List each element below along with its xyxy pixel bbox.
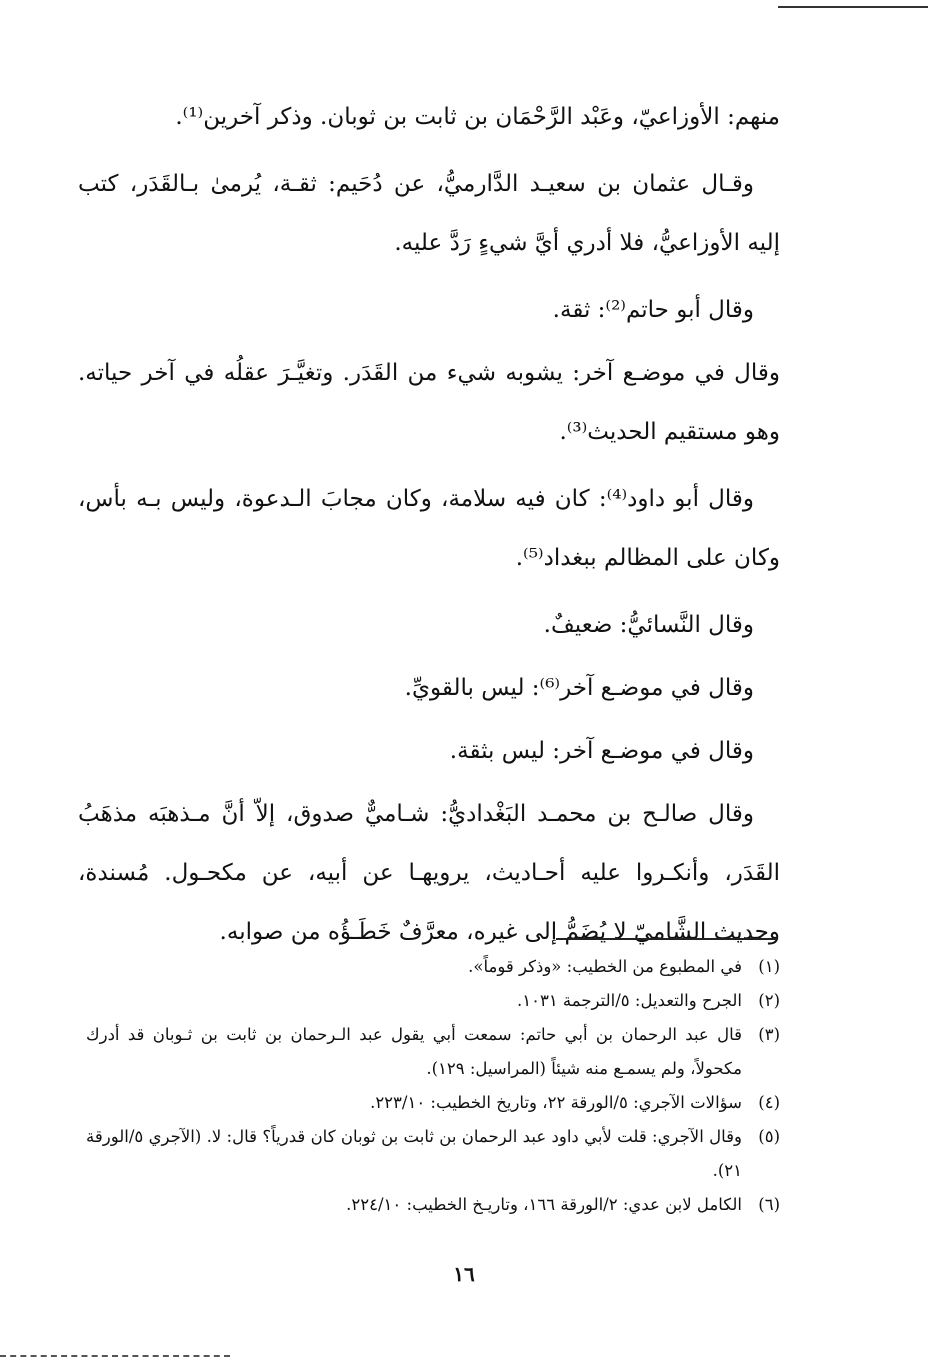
paragraph: وقال أبو حاتم⁽²⁾: ثقة. (552, 297, 754, 323)
paragraph: وقال في موضـع آخر⁽⁶⁾: ليس بالقويِّ. (404, 675, 754, 701)
footnote-number: (٢) (758, 991, 780, 1010)
footnote-text: الكامل لابن عدي: ٢/الورقة ١٦٦، وتاريـخ الخطيب: ٢٢٤/١٠. (346, 1195, 742, 1214)
footnote-number: (٦) (758, 1195, 780, 1214)
paragraph: وقال في موضـع آخر: يشوبه شيء من القَدَر. وتغيَّـرَ عقلُه في آخر حياته. وهو مستقيم الحديث⁽³⁾. (78, 360, 780, 445)
page-number: ١٦ (453, 1262, 475, 1286)
footnote (86, 1086, 780, 1120)
scan-edge-bottom (0, 1355, 230, 1357)
footnote-text: الجرح والتعديل: ٥/الترجمة ١٠٣١. (516, 991, 742, 1010)
scan-edge-top (778, 6, 928, 8)
paragraph: وقال في موضـع آخر: ليس بثقة. (449, 738, 754, 764)
footnote (86, 1188, 780, 1222)
paragraph: منهم: الأوزاعيّ، وعَبْد الرَّحْمَان بن ثابت بن ثوبان. وذكر آخرين⁽¹⁾. (175, 104, 780, 130)
footnote (86, 984, 780, 1018)
paragraph: وقال النَّسائيُّ: ضعيفٌ. (543, 612, 754, 638)
footnote-text: قال عبد الرحمان بن أبي حاتم: سمعت أبي يقول عبد الـرحمان بن ثابت بن ثـوبان قد أدرك مكحولاً، ولم يسمـع منه شيئاً (المراسيل: ١٢٩). (86, 1025, 742, 1078)
footnote (86, 950, 780, 984)
footnote-number: (٤) (758, 1093, 780, 1112)
footnote-text: في المطبوع من الخطيب: «وذكر قوماً». (468, 957, 742, 976)
footnote-text: سؤالات الآجري: ٥/الورقة ٢٢، وتاريخ الخطيب: ٢٢٣/١٠. (370, 1093, 742, 1112)
footnote-text: وقال الآجري: قلت لأبي داود عبد الرحمان بن ثابت بن ثوبان كان قدرياً؟ قال: لا. (الآجري ٥/الورقة ٢١). (86, 1127, 742, 1180)
footnote (86, 1018, 780, 1086)
footnotes-list (86, 950, 780, 1222)
footnote-number: (٣) (758, 1025, 780, 1044)
footnote-number: (١) (758, 957, 780, 976)
footnote-separator (556, 938, 778, 940)
main-text (78, 88, 780, 970)
footnote-number: (٥) (758, 1127, 780, 1146)
paragraph: وقـال عثمان بن سعيـد الدَّارميُّ، عن دُحَيم: ثقـة، يُرمىٰ بـالقَدَر، كتب إليه الأوزاعيُّ، فلا أدري أيَّ شيءٍ رَدَّ عليه. (78, 171, 780, 256)
paragraph: وقال أبو داود⁽⁴⁾: كان فيه سلامة، وكان مجابَ الـدعوة، وليس بـه بأس، وكان على المظالم ببغداد⁽⁵⁾. (78, 486, 780, 571)
paragraph: وقال صالـح بن محمـد البَغْداديُّ: شـاميٌّ صدوق، إلاّ أنَّ مـذهبَه مذهَبُ القَدَر، وأنكـروا عليه أحـاديث، يرويهـا عن أبيه، عن مكحـول. مُسندة، وحديث الشَّاميّ لا يُضَمُّ إلى غيره، معرَّفٌ خَطَـؤُه من صوابه. (78, 801, 780, 945)
footnote (86, 1120, 780, 1188)
